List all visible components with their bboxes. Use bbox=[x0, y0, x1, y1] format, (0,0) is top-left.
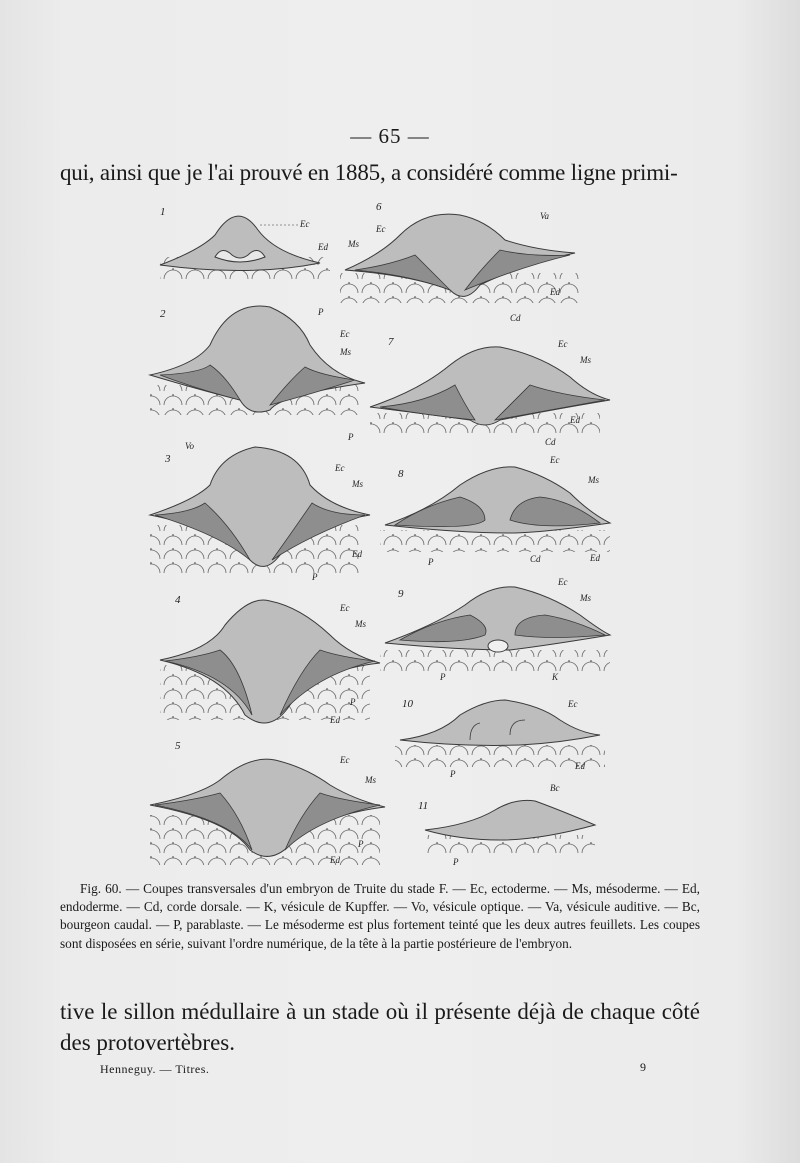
section-label: Ec bbox=[376, 224, 386, 234]
body-text-bottom bbox=[60, 996, 700, 1058]
section-label: Ed bbox=[352, 549, 362, 559]
section-label: P bbox=[318, 307, 324, 317]
section-label: Ed bbox=[330, 715, 340, 725]
section-7 bbox=[347, 336, 610, 447]
section-label: Ed bbox=[330, 855, 340, 865]
section-label: Ms bbox=[352, 479, 363, 489]
body-text-paragraph: tive le sillon médullaire à un stade où il présente déjà de chaque côté des protovertèbres. bbox=[60, 999, 700, 1055]
embryo-sections-figure bbox=[140, 195, 620, 875]
figure-caption bbox=[60, 880, 700, 953]
section-number: 9 bbox=[398, 588, 404, 600]
section-label: Ms bbox=[588, 475, 599, 485]
section-label: Vo bbox=[185, 441, 194, 451]
section-label: Bc bbox=[550, 783, 560, 793]
section-label: P bbox=[453, 857, 459, 867]
body-text-top: qui, ainsi que je l'ai prouvé en 1885, a considéré comme ligne primi- bbox=[60, 160, 678, 185]
figure-caption-text: Fig. 60. — Coupes transversales d'un embryon de Truite du stade F. — Ec, ectoderme. — Ms, mésoderme. — Ed, endoderme. — Cd, corde dorsale. — K, vésicule de Kupffer. — Vo, vésicule optique. — Va, vésicule auditive. — Bc, bourgeon caudal. — P, parablaste. — Le mésoderme est plus fortement teinté que les deux autres feuillets. Les coupes sont disposées en série, suivant l'ordre numérique, de la tête à la partie postérieure de l'embryon. bbox=[60, 881, 700, 951]
section-label: Ed bbox=[575, 761, 585, 771]
section-label: Va bbox=[540, 211, 549, 221]
section-8 bbox=[380, 455, 610, 567]
signature-mark: 9 bbox=[640, 1060, 646, 1074]
section-label: Ec bbox=[558, 339, 568, 349]
section-label: P bbox=[312, 572, 318, 582]
section-number: 2 bbox=[160, 308, 166, 320]
section-number: 8 bbox=[398, 468, 404, 480]
section-label: Ed bbox=[570, 415, 580, 425]
section-number: 3 bbox=[165, 453, 171, 465]
section-label: Ec bbox=[558, 577, 568, 587]
section-label: Ms bbox=[365, 775, 376, 785]
section-label: Ec bbox=[568, 699, 578, 709]
section-number: 7 bbox=[388, 336, 394, 348]
section-number: 11 bbox=[418, 800, 429, 812]
section-label: Cd bbox=[530, 554, 541, 564]
section-2 bbox=[150, 306, 365, 415]
section-number: 4 bbox=[175, 594, 181, 606]
section-label: P bbox=[440, 672, 446, 682]
section-label: Ms bbox=[355, 619, 366, 629]
section-label: P bbox=[358, 839, 364, 849]
section-label: Ed bbox=[318, 242, 328, 252]
section-label: Ec bbox=[550, 455, 560, 465]
section-label: Ec bbox=[340, 755, 350, 765]
section-4 bbox=[160, 594, 380, 725]
section-label: Ms bbox=[348, 239, 359, 249]
section-label: K bbox=[552, 672, 559, 682]
section-11 bbox=[418, 783, 595, 867]
section-label: P bbox=[350, 697, 356, 707]
section-label: Ed bbox=[550, 287, 560, 297]
section-label: Ms bbox=[580, 355, 591, 365]
section-label: Ec bbox=[340, 329, 350, 339]
section-3 bbox=[150, 441, 370, 582]
section-label: Ec bbox=[340, 603, 350, 613]
running-footer: Henneguy. — Titres. bbox=[100, 1062, 210, 1076]
section-label: P bbox=[348, 432, 354, 442]
section-number: 6 bbox=[376, 201, 382, 213]
section-label: P bbox=[450, 769, 456, 779]
section-1 bbox=[160, 206, 330, 317]
section-10 bbox=[395, 698, 605, 779]
page-number: — 65 — bbox=[350, 124, 430, 148]
section-number: 10 bbox=[402, 698, 413, 710]
section-label: Ec bbox=[335, 463, 345, 473]
section-label: Cd bbox=[545, 437, 556, 447]
section-label: Ed bbox=[590, 553, 600, 563]
section-label: P bbox=[428, 557, 434, 567]
section-number: 5 bbox=[175, 740, 181, 752]
section-label: Ec bbox=[300, 219, 310, 229]
section-label: Cd bbox=[510, 313, 521, 323]
section-label: Ms bbox=[340, 347, 351, 357]
section-number: 1 bbox=[160, 206, 166, 218]
section-6 bbox=[340, 201, 580, 323]
section-9 bbox=[380, 577, 610, 682]
section-label: Ms bbox=[580, 593, 591, 603]
section-5 bbox=[150, 740, 385, 865]
